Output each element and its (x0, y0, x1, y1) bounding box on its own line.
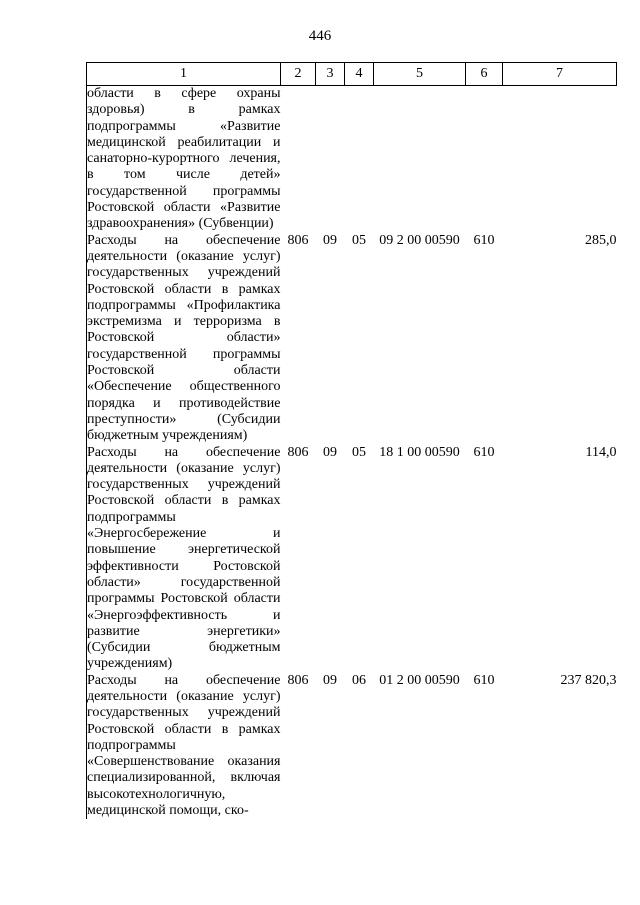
col-header-6: 6 (466, 63, 503, 86)
header-row (87, 63, 617, 86)
row-csr: 18 1 00 00590 (379, 444, 460, 460)
col-header-2: 2 (281, 63, 316, 86)
row-sum (503, 86, 617, 233)
col-header-3: 3 (316, 63, 345, 86)
row-description-text: Расходы на обеспечение деятельности (оказание услуг) государственных учреждений Ростовской области в рамках подпрограммы «Профилактика экстремизма и терроризма в Ростовской области» государственной программы Ростовской области «Обеспечение общественного порядка и противодействие преступности» (Субсидии бюджетным учреждениям) (87, 232, 281, 444)
row-description-text: Расходы на обеспечение деятельности (оказание услуг) государственных учреждений Ростовской области в рамках подпрограммы «Энергосбережение и повышение энергетической эффективности Ростовской области» государственной программы Ростовской области «Энергоэффективность и развитие энергетики» (Субсидии бюджетным учреждениям) (87, 444, 281, 672)
row-description-text: Расходы на обеспечение деятельности (оказание услуг) государственных учреждений Ростовской области в рамках подпрограммы «Совершенствование оказания специализированной, включая высокотехнологичную, медицинской помощи, ско- (87, 672, 281, 819)
row-csr: 01 2 00 00590 (379, 672, 460, 688)
row-vr: 610 (473, 232, 495, 248)
row-rz: 09 (323, 672, 337, 688)
row-sum: 285,0 (585, 232, 617, 248)
row-ved (281, 86, 316, 233)
row-ved: 806 (287, 672, 309, 688)
row-description (87, 86, 281, 233)
row-ved: 806 (287, 232, 309, 248)
page-number: 446 (308, 28, 332, 44)
col-header-1: 1 (87, 63, 281, 86)
col-header-5: 5 (374, 63, 466, 86)
budget-table (86, 62, 617, 819)
col-header-4: 4 (345, 63, 374, 86)
row-vr: 610 (473, 672, 495, 688)
row-ved: 806 (287, 444, 309, 460)
table-row (87, 86, 617, 233)
row-pr: 06 (352, 672, 366, 688)
row-description-text: области в сфере охраны здоровья) в рамках подпрограммы «Развитие медицинской реабилитации и санаторно-курортного лечения, в том числе детей» государственной программы Ростовской области «Развитие здравоохранения» (Субвенции) (87, 86, 281, 232)
row-sum: 114,0 (585, 444, 617, 460)
row-rz: 09 (323, 232, 337, 248)
row-description (87, 673, 281, 820)
row-rz: 09 (323, 444, 337, 460)
row-description (87, 233, 281, 445)
col-header-7: 7 (503, 63, 617, 86)
row-pr: 05 (352, 232, 366, 248)
row-rz (316, 86, 345, 233)
row-vr: 610 (473, 444, 495, 460)
row-description (87, 445, 281, 673)
row-csr: 09 2 00 00590 (379, 232, 460, 248)
table-row (87, 673, 617, 820)
row-csr (374, 86, 466, 233)
row-pr (345, 86, 374, 233)
row-pr: 05 (352, 444, 366, 460)
table-row (87, 233, 617, 445)
row-vr (466, 86, 503, 233)
table-row (87, 445, 617, 673)
row-sum: 237 820,3 (560, 672, 617, 688)
